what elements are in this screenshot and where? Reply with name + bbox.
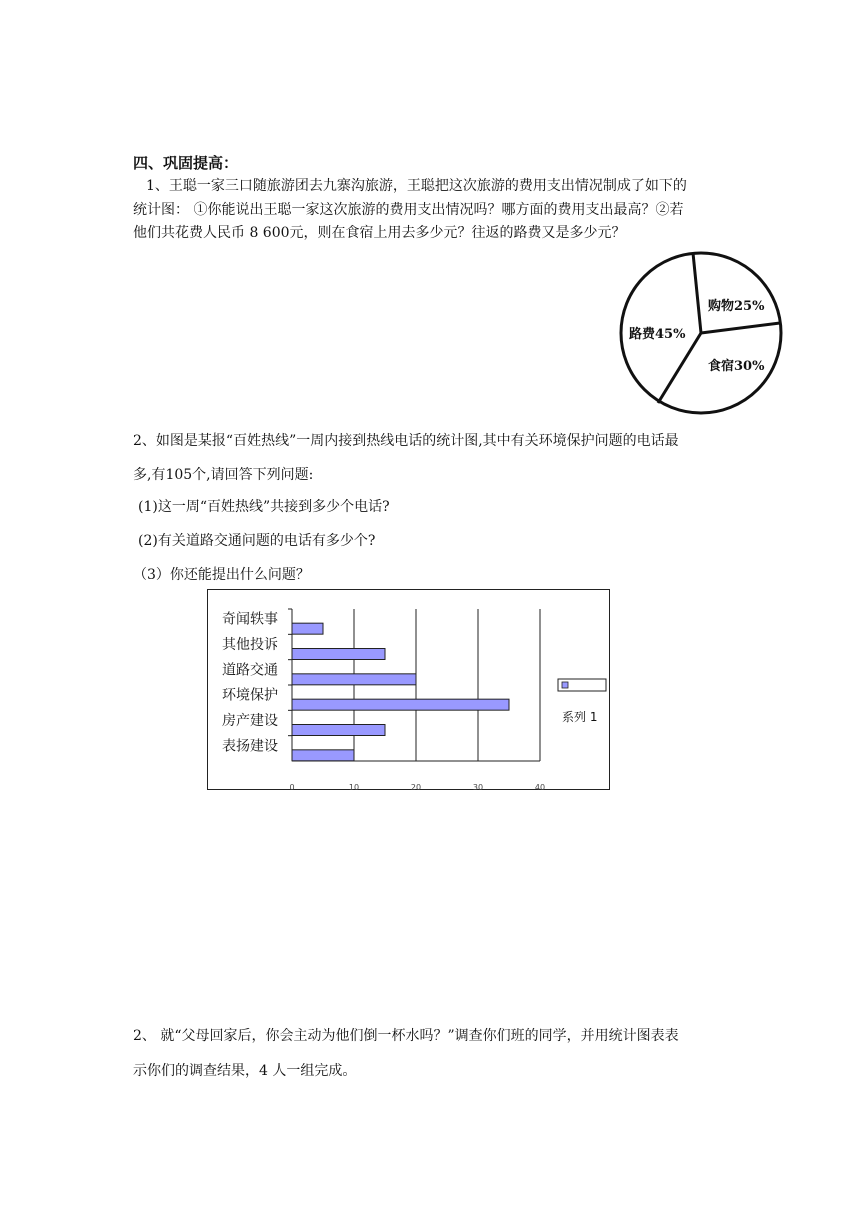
category-label-0: 奇闻轶事: [222, 611, 278, 628]
pie-label-shopping: 购物25%: [708, 299, 765, 314]
bar-3: [292, 699, 509, 710]
bar-5: [292, 750, 354, 761]
x-tick-label-0: 0: [289, 783, 295, 791]
bar-1: [292, 649, 385, 660]
x-tick-label-30: 30: [472, 783, 484, 791]
category-label-1: 其他投诉: [222, 637, 278, 653]
bar-4: [292, 725, 385, 736]
legend-swatch: [562, 682, 568, 688]
hotline-bar-chart: [207, 589, 611, 791]
problem1-line-2: 统计图： ①你能说出王聪一家这次旅游的费用支出情况吗？哪方面的费用支出最高？②若: [133, 202, 684, 218]
legend-label: 系列 1: [562, 710, 598, 724]
bar-2: [292, 674, 416, 685]
category-label-5: 表扬建设: [222, 738, 278, 755]
problem1-line-1: 1、王聪一家三口随旅游团去九寨沟旅游，王聪把这次旅游的费用支出情况制成了如下的: [146, 178, 687, 194]
bar-0: [292, 623, 323, 634]
expense-pie-chart: [616, 240, 796, 420]
category-label-2: 道路交通: [222, 662, 278, 679]
problem2-question-2: (2)有关道路交通问题的电话有多少个?: [138, 533, 376, 549]
problem3-line-1: 2、 就“父母回家后，你会主动为他们倒一杯水吗？”调查你们班的同学，并用统计图表表: [133, 1028, 679, 1044]
problem2-line-2: 多,有105个,请回答下列问题:: [133, 467, 314, 483]
category-label-3: 环境保护: [222, 687, 278, 704]
problem1-line-3: 他们共花费人民币 8 600元，则在食宿上用去多少元？往返的路费又是多少元？: [133, 225, 626, 241]
x-tick-label-40: 40: [534, 783, 546, 791]
x-tick-label-10: 10: [348, 783, 360, 791]
problem3-line-2: 示你们的调查结果，4 人一组完成。: [133, 1063, 357, 1079]
x-tick-label-20: 20: [410, 783, 422, 791]
problem2-question-1: (1)这一周“百姓热线”共接到多少个电话?: [138, 499, 390, 515]
pie-label-lodging: 食宿30%: [708, 359, 765, 374]
section-heading: 四、巩固提高：: [133, 154, 239, 172]
pie-label-travel: 路费45%: [629, 327, 686, 342]
category-label-4: 房产建设: [222, 713, 278, 729]
problem2-line-1: 2、如图是某报“百姓热线”一周内接到热线电话的统计图,其中有关环境保护问题的电话最: [133, 433, 679, 449]
problem2-question-3: （3）你还能提出什么问题？: [133, 567, 310, 583]
